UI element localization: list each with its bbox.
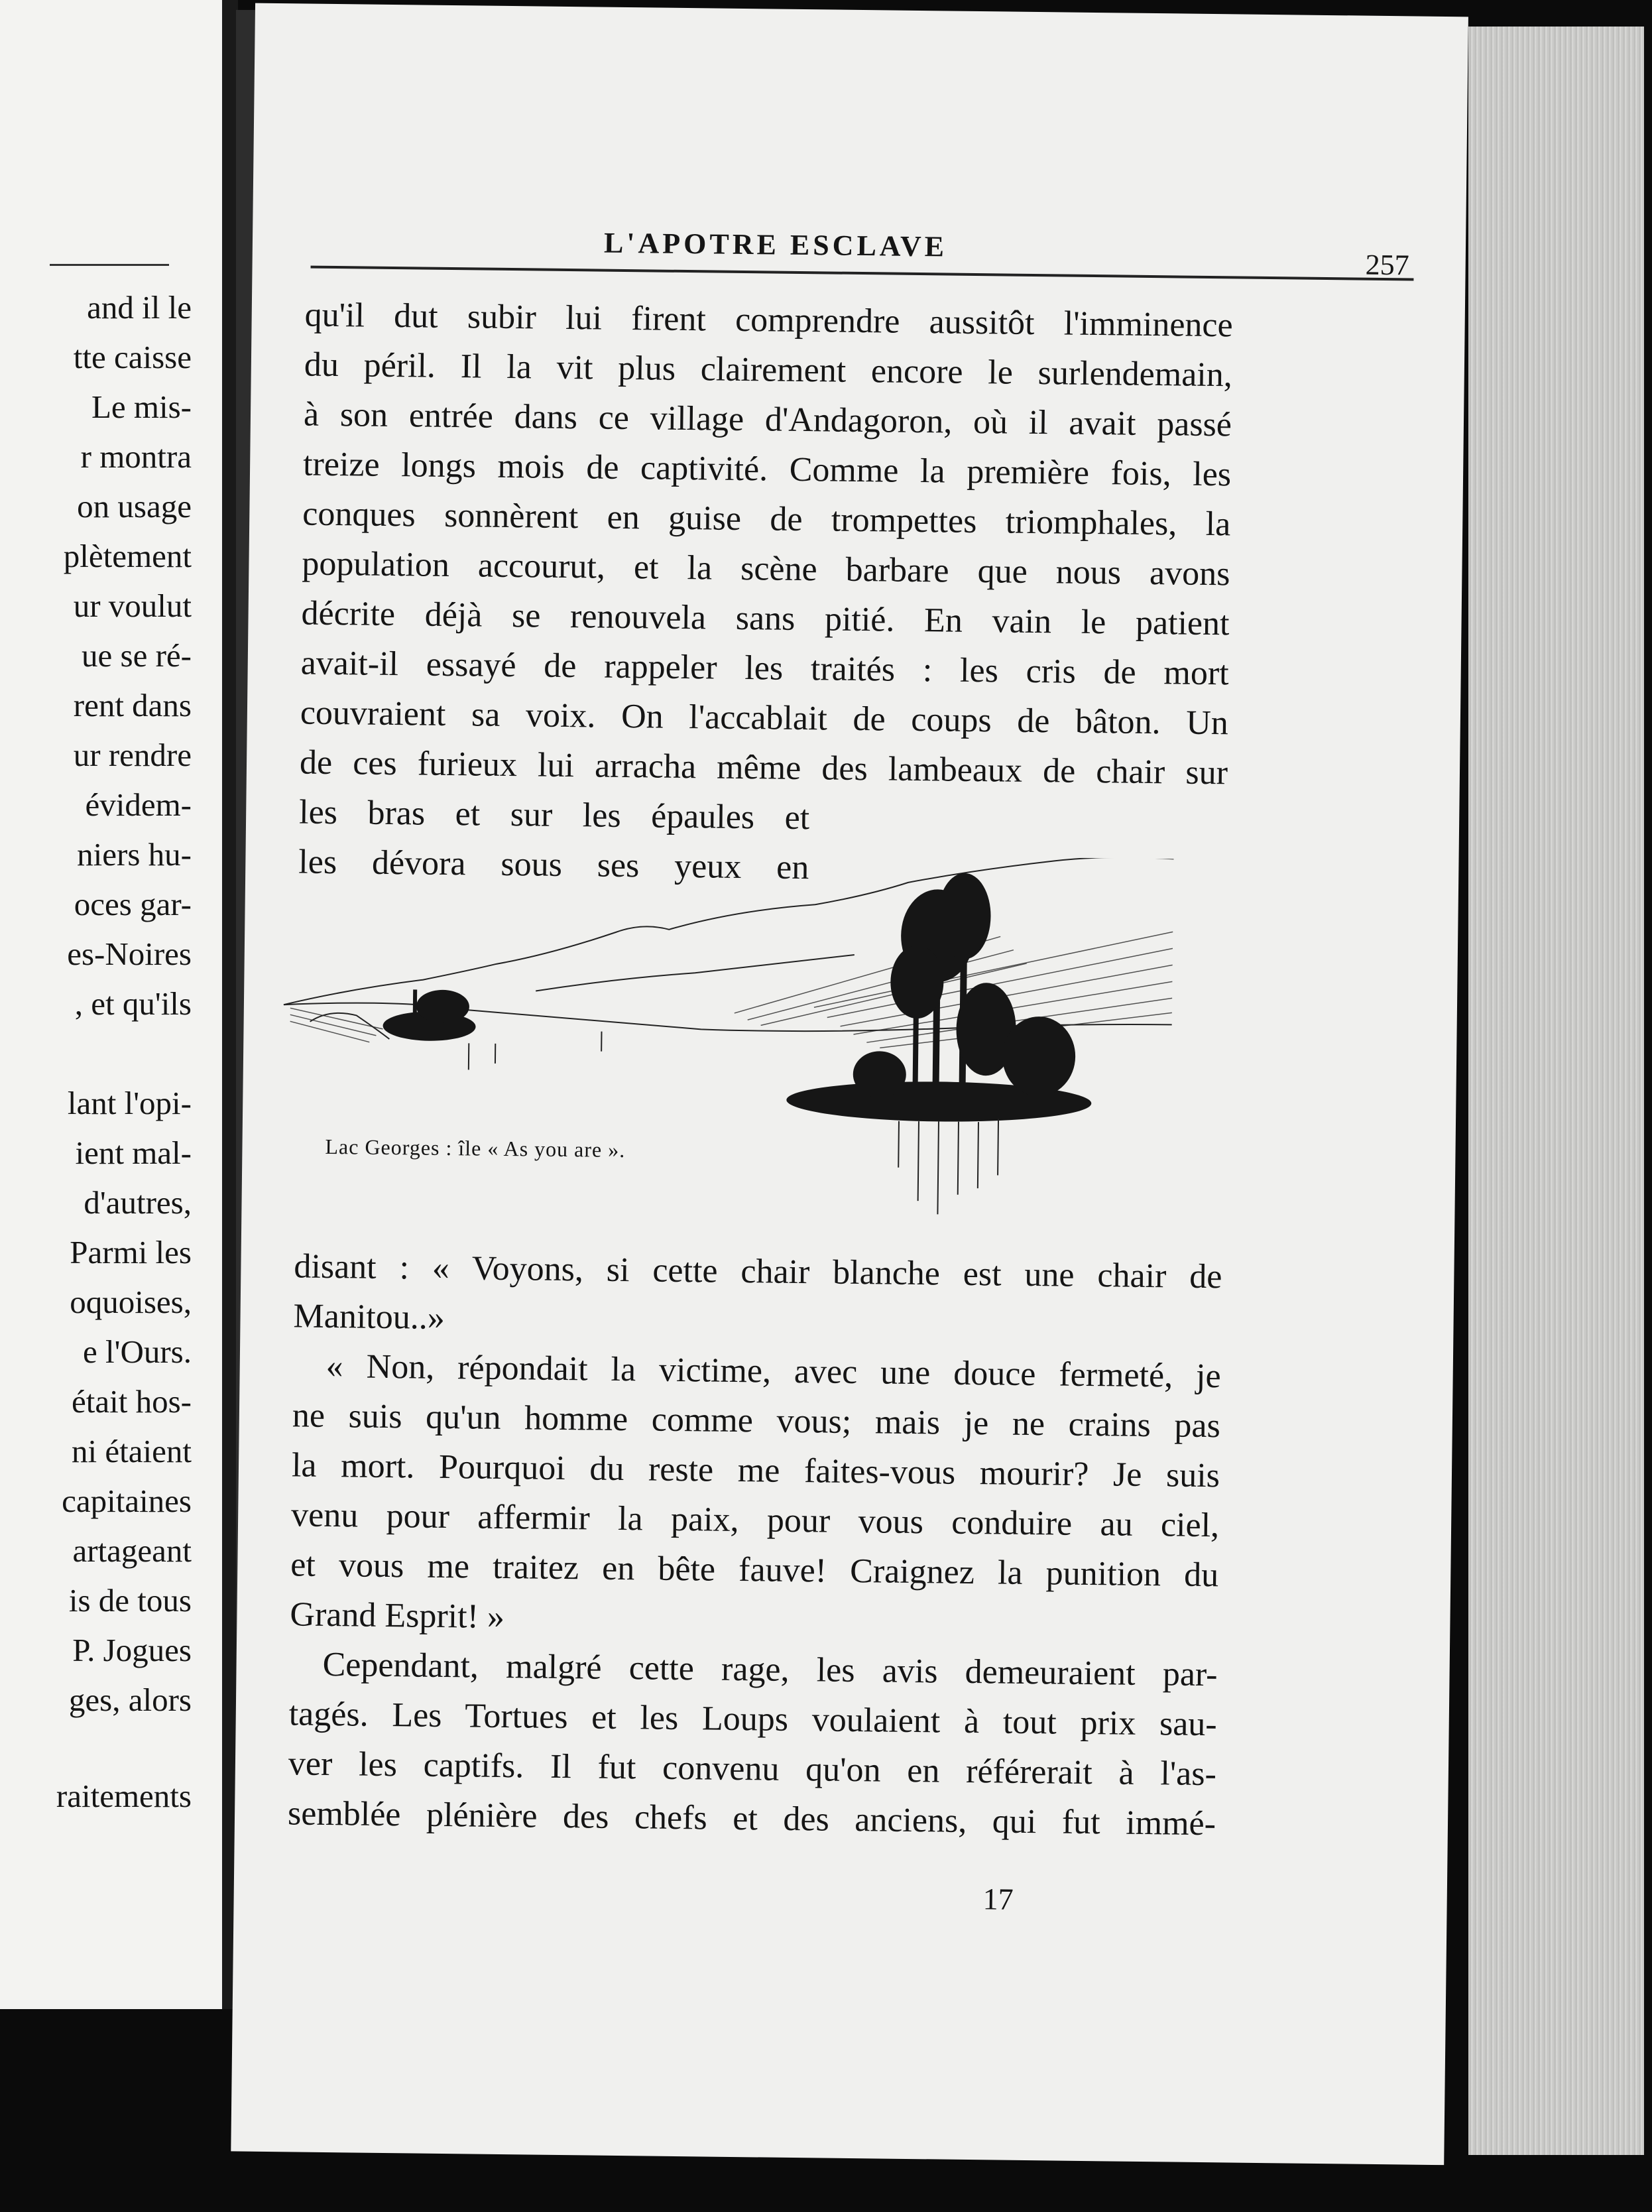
left-line: ient mal-	[75, 1135, 192, 1171]
text-line: couvraient sa voix. On l'accablait de coups de bâton. Un	[300, 694, 1229, 743]
left-line: était hos-	[72, 1383, 192, 1420]
text-line: les bras et sur les épaules et	[298, 793, 810, 837]
text-line: semblée plénière des chefs et des anciens, qui fut immé-	[287, 1794, 1216, 1843]
left-line: oquoises,	[70, 1284, 192, 1320]
page-number: 257	[1365, 248, 1409, 282]
left-line: lant l'opi-	[67, 1085, 192, 1121]
left-line: Le mis-	[91, 389, 192, 425]
text-line: et vous me traitez en bête fauve! Craignez la punition du	[290, 1546, 1219, 1595]
left-line: ni étaient	[72, 1433, 192, 1469]
left-line: is de tous	[68, 1582, 192, 1619]
text-line: de ces furieux lui arracha même des lambeaux de chair sur	[299, 743, 1228, 792]
left-line: r montra	[80, 438, 192, 475]
left-line: capitaines	[62, 1483, 192, 1519]
text-line: décrite déjà se renouvela sans pitié. En vain le patient	[301, 594, 1230, 643]
text-line: tagés. Les Tortues et les Loups voulaient à tout prix sau-	[288, 1695, 1218, 1744]
text-line: les dévora sous ses yeux en	[298, 843, 809, 887]
illustration-caption: Lac Georges : île « As you are ».	[325, 1134, 626, 1162]
text-line: disant : « Voyons, si cette chair blanche est une chair de	[294, 1247, 1222, 1296]
left-line: d'autres,	[84, 1184, 192, 1221]
left-line: ur rendre	[73, 737, 192, 773]
text-line: Cependant, malgré cette rage, les avis demeuraient par-	[322, 1645, 1218, 1694]
left-line: P. Jogues	[72, 1632, 192, 1668]
text-line: « Non, répondait la victime, avec une douce fermeté, je	[325, 1347, 1221, 1396]
left-line: e l'Ours.	[83, 1333, 192, 1370]
left-line: évidem-	[85, 786, 192, 823]
text-line: qu'il dut subir lui firent comprendre aussitôt l'imminence	[304, 296, 1233, 345]
left-line: plètement	[63, 538, 192, 574]
left-line: , et qu'ils	[74, 985, 192, 1022]
left-line: artageant	[72, 1532, 192, 1569]
text-line: avait-il essayé de rappeler les traités : les cris de mort	[300, 644, 1230, 693]
text-line: ne suis qu'un homme comme vous; mais je ne crains pas	[292, 1396, 1221, 1445]
left-line: on usage	[77, 488, 192, 524]
left-line: niers hu-	[77, 836, 192, 873]
text-line: Manitou..»	[293, 1297, 445, 1337]
text-line: conques sonnèrent en guise de trompettes triomphales, la	[302, 495, 1231, 544]
signature-mark: 17	[982, 1882, 1014, 1916]
text-line: à son entrée dans ce village d'Andagoron, où il avait passé	[303, 395, 1232, 444]
text-line: ver les captifs. Il fut convenu qu'on en référerait à l'as-	[288, 1745, 1217, 1794]
left-line: es-Noires	[67, 936, 192, 972]
left-line: Parmi les	[70, 1234, 192, 1270]
text-line: population accourut, et la scène barbare que nous avons	[302, 544, 1230, 593]
left-line: rent dans	[73, 687, 192, 723]
text-line: du péril. Il la vit plus clairement encore le surlendemain,	[304, 345, 1233, 395]
text-line: treize longs mois de captivité. Comme la première fois, les	[302, 445, 1232, 494]
text-line: venu pour affermir la paix, pour vous conduire au ciel,	[290, 1496, 1220, 1545]
page-edges	[1468, 27, 1644, 2155]
header-rule	[311, 266, 1414, 281]
right-page	[231, 3, 1468, 2166]
left-line: ur voulut	[73, 587, 192, 624]
text-line: la mort. Pourquoi du reste me faites-vous mourir? Je suis	[291, 1446, 1220, 1495]
lake-illustration	[268, 849, 1213, 1217]
left-line: raitements	[56, 1778, 192, 1814]
text-line: Grand Esprit! »	[290, 1595, 505, 1636]
left-header-rule	[50, 264, 169, 266]
left-page	[0, 0, 238, 2009]
left-line: and il le	[87, 289, 192, 326]
left-line: oces gar-	[74, 886, 192, 922]
running-head: L'APOTRE ESCLAVE	[603, 226, 948, 263]
left-line: ue se ré-	[82, 637, 192, 674]
left-line: ges, alors	[68, 1682, 192, 1718]
left-line: tte caisse	[73, 339, 192, 375]
